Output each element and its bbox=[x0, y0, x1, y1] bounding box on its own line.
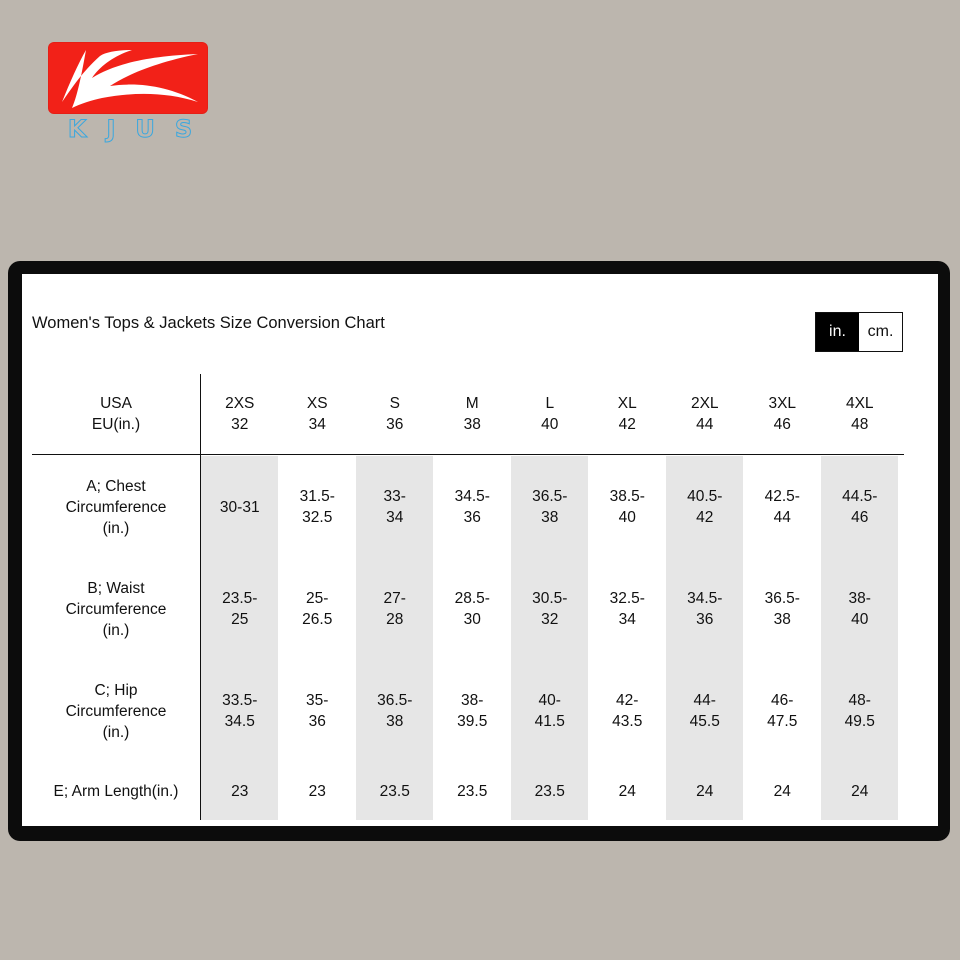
table-cell: 30-31 bbox=[219, 498, 260, 516]
table-cell: 23 bbox=[308, 782, 326, 800]
table-cell: 38- 40 bbox=[848, 590, 871, 628]
size-column-header: M 38 bbox=[463, 395, 481, 433]
row-label: C; Hip Circumference (in.) bbox=[65, 681, 167, 741]
table-cell: 25- 26.5 bbox=[302, 590, 333, 628]
size-chart-panel bbox=[22, 274, 938, 826]
table-cell: 23.5 bbox=[457, 782, 488, 800]
table-cell: 30.5- 32 bbox=[532, 590, 568, 628]
table-cell: 27- 28 bbox=[383, 590, 406, 628]
unit-cm-button[interactable]: cm. bbox=[859, 313, 902, 351]
table-cell: 31.5- 32.5 bbox=[299, 488, 335, 526]
table-cell: 33.5- 34.5 bbox=[222, 692, 258, 730]
size-column-header: S 36 bbox=[386, 395, 404, 433]
table-cell: 24 bbox=[851, 782, 869, 800]
table-cell: 36.5- 38 bbox=[764, 590, 800, 628]
header-corner-label: USA EU(in.) bbox=[91, 395, 141, 433]
table-cell: 40- 41.5 bbox=[534, 692, 565, 730]
table-cell: 23.5- 25 bbox=[222, 590, 258, 628]
row-label: B; Waist Circumference (in.) bbox=[65, 579, 167, 639]
unit-inches-button[interactable]: in. bbox=[816, 313, 859, 351]
table-cell: 36.5- 38 bbox=[377, 692, 413, 730]
table-cell: 23 bbox=[231, 782, 249, 800]
table-cell: 40.5- 42 bbox=[687, 488, 723, 526]
brand-name: KJUS bbox=[67, 115, 213, 143]
row-label: E; Arm Length(in.) bbox=[53, 782, 179, 800]
table-cell: 24 bbox=[696, 782, 714, 800]
table-cell: 33- 34 bbox=[383, 488, 406, 526]
table-cell: 38.5- 40 bbox=[609, 488, 645, 526]
table-cell: 38- 39.5 bbox=[457, 692, 488, 730]
size-column-header: 2XL 44 bbox=[690, 395, 719, 433]
table-cell: 24 bbox=[773, 782, 791, 800]
size-column-header: L 40 bbox=[541, 395, 559, 433]
table-cell: 34.5- 36 bbox=[454, 488, 490, 526]
table-cell: 46- 47.5 bbox=[767, 692, 798, 730]
table-cell: 36.5- 38 bbox=[532, 488, 568, 526]
table-cell: 24 bbox=[618, 782, 636, 800]
table-cell: 48- 49.5 bbox=[844, 692, 875, 730]
table-cell: 42- 43.5 bbox=[612, 692, 643, 730]
table-cell: 23.5 bbox=[379, 782, 410, 800]
table-cell: 42.5- 44 bbox=[764, 488, 800, 526]
table-cell: 35- 36 bbox=[306, 692, 329, 730]
size-column-header: 2XS 32 bbox=[225, 395, 255, 433]
table-cell: 34.5- 36 bbox=[687, 590, 723, 628]
row-label: A; Chest Circumference (in.) bbox=[65, 477, 167, 537]
size-column-header: XS 34 bbox=[306, 395, 328, 433]
unit-toggle bbox=[815, 312, 903, 352]
table-cell: 32.5- 34 bbox=[609, 590, 645, 628]
table-cell: 44.5- 46 bbox=[842, 488, 878, 526]
table-cell: 23.5 bbox=[534, 782, 565, 800]
header-divider-horizontal bbox=[32, 454, 904, 455]
table-cell: 28.5- 30 bbox=[454, 590, 490, 628]
page-title: Women's Tops & Jackets Size Conversion Chart bbox=[32, 314, 385, 332]
table-cell: 44- 45.5 bbox=[689, 692, 720, 730]
size-column-header: 3XL 46 bbox=[768, 395, 797, 433]
kjus-k-swoosh-logo-icon bbox=[48, 42, 208, 114]
kjus-logo bbox=[44, 40, 214, 144]
size-column-header: 4XL 48 bbox=[845, 395, 874, 433]
size-column-header: XL 42 bbox=[617, 395, 637, 433]
